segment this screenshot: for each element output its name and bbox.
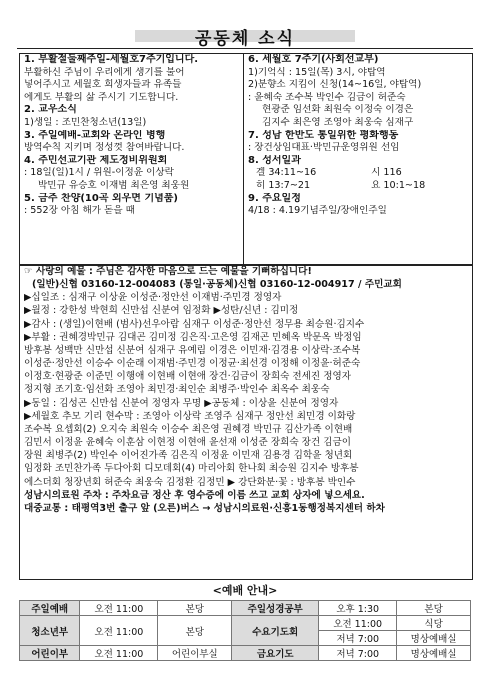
offering-line: 이성준·정안선 이승수 이순래 이재범·주민경 이정균·최선경 이정해 이정윤·허준숙 (24, 358, 361, 370)
title-area (0, 6, 490, 50)
table-cell: 본당 (397, 601, 471, 616)
table-cell: 금요기도 (232, 646, 319, 661)
offering-box (19, 264, 473, 580)
offering-line: ▶부활 : 권혜경박민규 김대곤 김미정 김은직·고은영 김재곤 민혜옥 박문옥 박정임 (24, 331, 362, 343)
offering-line: ▶월정 : 강한성 박현희 신만섭 신분여 임정화 ▶성탄/신년 : 김미정 (24, 305, 299, 317)
section-text: 에게도 부활의 삶 주시기 기도합니다. (24, 91, 179, 103)
reading: 겔 34:11~16 (256, 167, 317, 179)
table-cell: 어린이부 (20, 646, 80, 661)
section-heading: 1. 부활절둘째주일-세월호7주기입니다. (24, 54, 199, 65)
section-text: 김지수 최은영 조영아 최웅숙 심재구 (262, 116, 414, 128)
offering-line: ▶십일조 : 심재구 이상윤 이성준·정안선 이재범·주민경 정영자 (24, 292, 282, 304)
table-cell: 오후 1:30 (319, 601, 397, 616)
section-text: 4/18 : 4.19기념주일/장애인주일 (248, 205, 387, 217)
offering-line: 장원 최병주(2) 박인수 이어진가족 김은직 이정윤 이민재 김용경 김학윤 청년회 (24, 450, 353, 462)
offering-line: 에스더회 청장년회 허준숙 최웅숙 김정환 김정민 ▶ 강단화분·꽃 : 방후봉 박인수 (24, 476, 356, 488)
bank-account: (일반)신협 03160-12-004083 (통일·공동체)신협 03160-12-004917 / 주민교회 (32, 279, 402, 291)
left-column (20, 54, 244, 265)
news-grid (19, 53, 473, 266)
section-heading: 9. 주요일정 (248, 192, 301, 204)
reading: 히 13:7~21 (256, 179, 311, 191)
section-text: 1)기억식 : 15일(목) 3시, 야탑역 (248, 66, 386, 78)
section-heading: 3. 주일예배-교회와 온라인 병행 (24, 129, 166, 141)
table-cell: 청소년부 (20, 616, 80, 646)
parking-note: 성남시의료원 주차 : 주차요금 정산 후 영수증에 이름 쓰고 교회 상자에 넣으세요. (24, 489, 365, 501)
section-heading: 7. 성남 한반도 통일위한 평화행동 (248, 129, 399, 141)
section-text: : 윤혜숙 조수복 박인수 김금이 허준숙 (248, 91, 406, 103)
offering-line: 김민서 이정윤 윤혜숙 이훈삼 이현정 이현애 윤선재 이성준 장희숙 장건 김금이 (24, 437, 352, 449)
table-cell: 오전 11:00 (319, 616, 397, 631)
section-heading: 2. 교우소식 (24, 104, 77, 116)
section-text: 1)생일 : 조민찬청소년(13일) (24, 116, 147, 128)
table-cell: 오전 11:00 (80, 616, 158, 646)
title-underline (17, 48, 473, 49)
section-text: : 552장 아침 해가 돋을 때 (24, 205, 135, 217)
table-cell: 오전 11:00 (80, 646, 158, 661)
table-cell: 어린이부실 (158, 646, 232, 661)
table-row (20, 601, 471, 616)
table-row (20, 616, 471, 631)
table-cell: 명상예배실 (397, 646, 471, 661)
offering-line: 정지형 조기호·임선화 조영아 최민경·최인순 최병주·박인수 최옥수 최웅숙 (24, 384, 330, 396)
reading-row (248, 167, 468, 180)
section-heading: 8. 성서일과 (248, 154, 301, 166)
section-text: : 장건상임대표·박민규운영위원 선임 (248, 142, 400, 154)
reading-row (248, 180, 468, 193)
offering-line: 조수복 요셉회(2) 오지숙 최원숙 이승수 최은영 권혜경 박민규 김산가족 이현배 (24, 423, 353, 435)
reading: 요 10:1~18 (371, 179, 426, 191)
table-cell: 식당 (397, 616, 471, 631)
section-text: 2)분향소 지킴이 신청(14~16일, 야탑역) (248, 79, 422, 91)
table-cell: 본당 (158, 616, 232, 646)
section-text: 현광준 임선화 최원숙 이정숙 이경은 (262, 104, 414, 116)
table-row (20, 646, 471, 661)
section-heading: 5. 금주 찬양(10곡 외우면 기념품) (24, 192, 178, 204)
section-heading: 6. 세월호 7주기(사회선교부) (248, 54, 379, 65)
offering-heading: ☞ 사랑의 예물 : 주님은 감사한 마음으로 드는 예물을 기뻐하십니다! (24, 266, 312, 277)
offering-line: 이정호·현광준 이준민 이행애 이현배 이현애 장건·김금이 장희숙 전세진 정영자 (24, 371, 352, 383)
section-heading: 4. 주민선교기관 제도정비위원회 (24, 154, 168, 166)
offering-line: ▶감사 : (생일)이현배 (범사)선우아람 심재구 이성준·정안선 정무용 최승원·김지수 (24, 318, 365, 330)
section-text: 박민규 유승호 이재범 최은영 최웅원 (38, 179, 190, 191)
offering-line: 임정화 조민찬가족 두다아회 디모데회(4) 마리아회 한나회 최승원 김지수 방후봉 (24, 463, 359, 475)
section-text: 넣어주시고 세월호 희생자들과 유족들 (24, 79, 182, 91)
table-cell: 저녁 7:00 (319, 646, 397, 661)
reading: 시 116 (371, 167, 402, 179)
table-cell: 주일성경공부 (232, 601, 319, 616)
page-title: 공동체 소식 (194, 29, 296, 49)
offering-line: 방후봉 성백만 신만섭 신분여 심재구 유예림 이경은 이민재·김경용 이상락·조수복 (24, 344, 361, 356)
offering-line: ▶세월호 추모 기리 현수막 : 조영아 이상락 조영주 심재구 정안선 최민경 이화랑 (24, 410, 356, 422)
offering-line: ▶동일 : 김성곤 신만섭 신분여 정영자 무명 ▶공동체 : 이상윤 신분여 정영자 (24, 397, 339, 409)
section-text: 방역수칙 지키며 정성껏 참여바랍니다. (24, 142, 185, 154)
section-text: 부활하신 주님이 우리에게 생기를 불어 (24, 66, 185, 78)
table-cell: 저녁 7:00 (319, 631, 397, 646)
section-text: : 18일(일)1시 / 위원-이정윤 이상락 (24, 167, 174, 179)
table-cell: 수요기도회 (232, 616, 319, 646)
table-cell: 주일예배 (20, 601, 80, 616)
schedule-title: <예배 안내> (212, 584, 278, 597)
schedule-table (19, 600, 471, 661)
right-column (244, 54, 472, 265)
transit-note: 대중교통 : 태평역3번 출구 앞 (오른)버스 → 성남시의료원·신흥1동행정복지센터 하차 (24, 502, 385, 514)
table-cell: 오전 11:00 (80, 601, 158, 616)
table-cell: 명상예배실 (397, 631, 471, 646)
table-cell: 본당 (158, 601, 232, 616)
